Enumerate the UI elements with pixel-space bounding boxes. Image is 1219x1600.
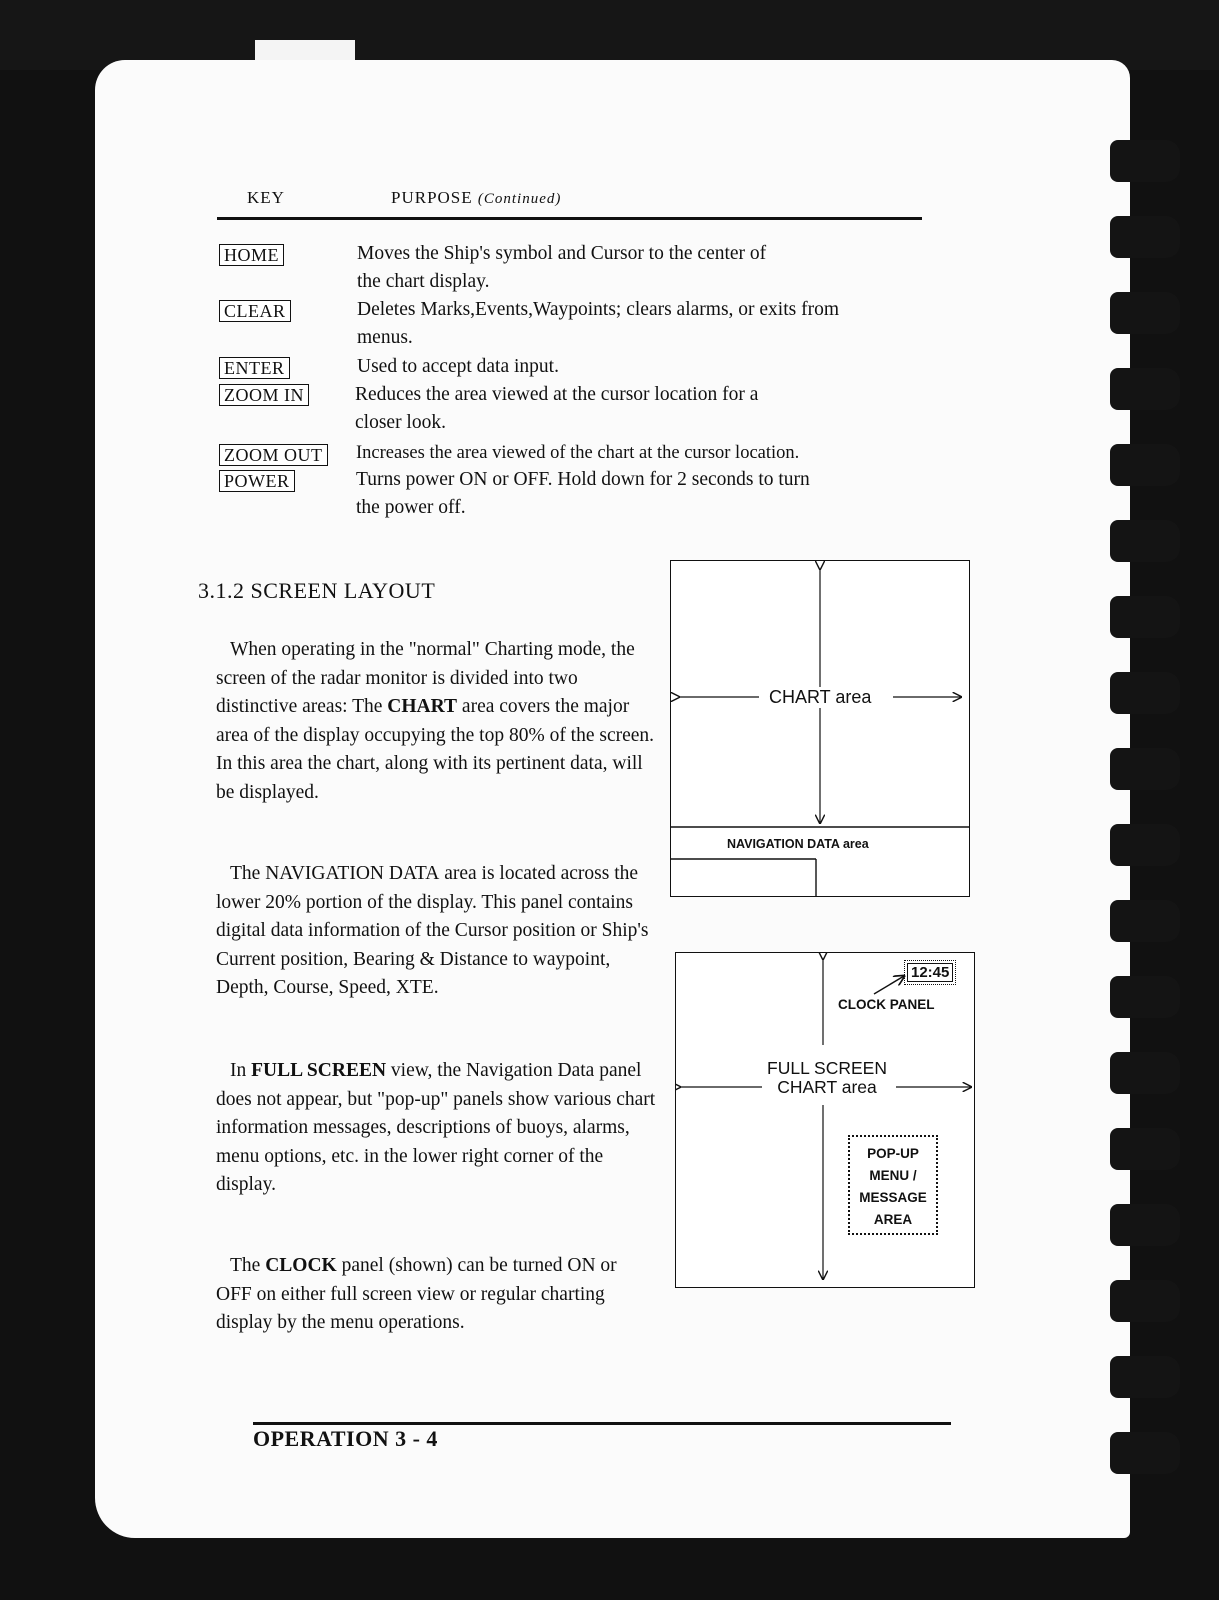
popup-message-area [848, 1135, 938, 1235]
para-text: When operating in the "normal" Charting mode, the screen of the radar monitor is divided into two distinctive areas: The [216, 639, 635, 717]
binding-ring [1110, 520, 1180, 562]
clock-panel: 12:45 [907, 963, 953, 982]
binding-ring [1110, 368, 1180, 410]
key-home: HOME [219, 244, 284, 266]
paragraph-navigation-data [216, 860, 656, 1003]
popup-line: POP-UP [867, 1146, 919, 1161]
purpose-column-header [391, 188, 561, 208]
key-power: POWER [219, 470, 295, 492]
binding-ring [1110, 1128, 1180, 1170]
binding-ring [1110, 672, 1180, 714]
key-zoom-in-desc [355, 381, 758, 437]
desc-line: closer look. [355, 412, 446, 433]
popup-line: MESSAGE [859, 1190, 927, 1205]
para-smallcaps: NAVIGATION DATA [265, 863, 440, 884]
key-column-header: KEY [247, 188, 285, 207]
navigation-data-label: NAVIGATION DATA area [727, 837, 869, 851]
binding-ring [1110, 292, 1180, 334]
binding-ring [1110, 1280, 1180, 1322]
para-smallcaps: FULL SCREEN [251, 1060, 387, 1081]
purpose-label: PURPOSE [391, 188, 473, 207]
full-screen-line: FULL SCREEN [767, 1058, 887, 1078]
paragraph-chart-area [216, 636, 656, 807]
section-title: 3.1.2 SCREEN LAYOUT [198, 578, 436, 603]
key-enter-desc [357, 353, 559, 381]
desc-line: Used to accept data input. [357, 356, 559, 377]
binding-ring [1110, 1356, 1180, 1398]
para-text: view, the Navigation Data panel does not appear, but "pop-up" panels show various chart information messages, descriptions of buoys, alarms, menu options, etc. in the lower right corner of the display. [216, 1060, 656, 1195]
key-zoom-in: ZOOM IN [219, 384, 309, 406]
para-smallcaps: CLOCK [265, 1255, 337, 1276]
desc-line: the power off. [356, 497, 466, 518]
desc-line: the chart display. [357, 271, 490, 292]
paragraph-clock [216, 1252, 656, 1338]
binding-ring [1110, 976, 1180, 1018]
full-screen-diagram [675, 952, 975, 1288]
page-footer: OPERATION 3 - 4 [253, 1426, 438, 1451]
para-text: The [230, 1255, 266, 1276]
binding-ring [1110, 140, 1180, 182]
para-text: area covers the major area of the display occupying the top 80% of the screen. In this area the chart, along with its pertinent data, will be displayed. [216, 696, 655, 803]
desc-line: Reduces the area viewed at the cursor location for a [355, 384, 759, 405]
popup-line: MENU / [869, 1168, 917, 1183]
binding-ring [1110, 1204, 1180, 1246]
full-screen-label [762, 1059, 892, 1097]
key-zoom-out: ZOOM OUT [219, 444, 328, 466]
key-home-desc [357, 240, 766, 296]
binding-ring [1110, 444, 1180, 486]
key-power-desc [356, 466, 810, 522]
clock-panel-label: CLOCK PANEL [838, 997, 935, 1012]
desc-line: Deletes Marks,Events,Waypoints; clears alarms, or exits from [357, 299, 840, 320]
desc-line: Moves the Ship's symbol and Cursor to the center of [357, 243, 767, 264]
binding-ring [1110, 748, 1180, 790]
para-text: panel (shown) can be turned ON or OFF on either full screen view or regular charting display by the menu operations. [216, 1255, 617, 1333]
key-clear: CLEAR [219, 300, 291, 322]
full-screen-line: CHART area [777, 1077, 877, 1097]
binding-ring [1110, 1052, 1180, 1094]
para-text: The [230, 863, 266, 884]
key-clear-desc [357, 296, 839, 352]
binding-ring [1110, 216, 1180, 258]
spiral-binding [1110, 120, 1219, 1540]
desc-line: Increases the area viewed of the chart at the cursor location. [356, 443, 800, 463]
binding-ring [1110, 596, 1180, 638]
desc-line: menus. [357, 327, 413, 348]
header-rule [217, 217, 922, 220]
chart-area-label: CHART area [769, 687, 872, 707]
paragraph-full-screen [216, 1057, 656, 1200]
popup-line: AREA [873, 1212, 913, 1227]
purpose-continued: (Continued) [477, 191, 562, 207]
normal-layout-diagram [670, 560, 970, 897]
binding-ring [1110, 1432, 1180, 1474]
para-text: In [230, 1060, 252, 1081]
key-zoom-out-desc [356, 439, 799, 467]
para-bold: CHART [387, 696, 458, 717]
key-enter: ENTER [219, 357, 290, 379]
footer-rule [253, 1422, 951, 1425]
binding-ring [1110, 900, 1180, 942]
manual-page [95, 60, 1130, 1538]
binding-ring [1110, 824, 1180, 866]
desc-line: Turns power ON or OFF. Hold down for 2 seconds to turn [356, 469, 810, 490]
para-text: area is located across the lower 20% portion of the display. This panel contains digital data information of the Cursor position or Ship's Current position, Bearing & Distance to waypoint, Depth, Course, Speed, XTE. [216, 863, 649, 998]
